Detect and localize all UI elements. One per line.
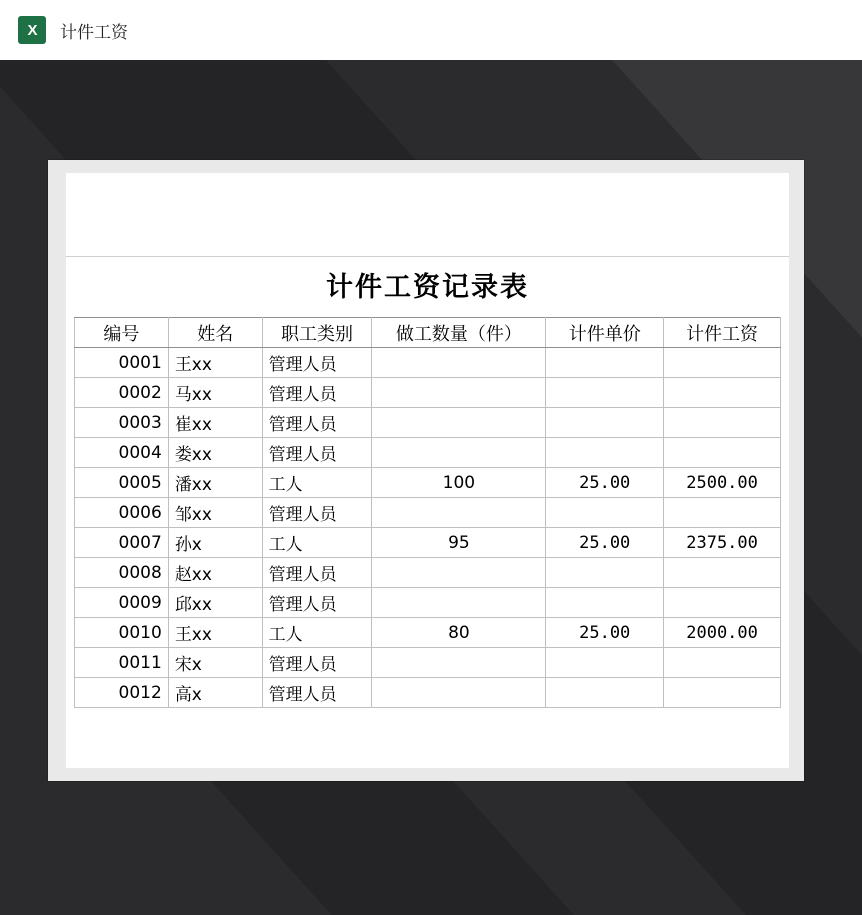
page-title: 计件工资 xyxy=(60,22,128,43)
column-header-type: 职工类别 xyxy=(262,318,372,348)
cell-type[interactable]: 管理人员 xyxy=(262,498,372,528)
cell-id[interactable]: 0002 xyxy=(75,378,169,408)
column-header-price: 计件单价 xyxy=(546,318,664,348)
cell-price[interactable] xyxy=(546,648,664,678)
cell-wage[interactable]: 2000.00 xyxy=(664,618,781,648)
cell-qty[interactable] xyxy=(372,648,546,678)
cell-id[interactable]: 0012 xyxy=(75,678,169,708)
cell-name[interactable]: 王xx xyxy=(168,618,262,648)
cell-qty[interactable] xyxy=(372,588,546,618)
cell-qty[interactable] xyxy=(372,498,546,528)
cell-wage[interactable]: 2500.00 xyxy=(664,468,781,498)
cell-name[interactable]: 邱xx xyxy=(168,588,262,618)
cell-type[interactable]: 管理人员 xyxy=(262,438,372,468)
cell-price[interactable]: 25.00 xyxy=(546,468,664,498)
column-header-id: 编号 xyxy=(75,318,169,348)
cell-wage[interactable] xyxy=(664,348,781,378)
cell-wage[interactable] xyxy=(664,678,781,708)
cell-wage[interactable] xyxy=(664,648,781,678)
cell-name[interactable]: 潘xx xyxy=(168,468,262,498)
column-header-name: 姓名 xyxy=(168,318,262,348)
cell-qty[interactable]: 100 xyxy=(372,468,546,498)
cell-qty[interactable]: 95 xyxy=(372,528,546,558)
cell-wage[interactable] xyxy=(664,558,781,588)
cell-qty[interactable] xyxy=(372,678,546,708)
cell-price[interactable] xyxy=(546,558,664,588)
cell-name[interactable]: 马xx xyxy=(168,378,262,408)
table-row[interactable] xyxy=(75,648,781,678)
cell-type[interactable]: 管理人员 xyxy=(262,558,372,588)
cell-qty[interactable]: 80 xyxy=(372,618,546,648)
cell-type[interactable]: 管理人员 xyxy=(262,378,372,408)
table-row[interactable] xyxy=(75,408,781,438)
cell-price[interactable] xyxy=(546,408,664,438)
cell-qty[interactable] xyxy=(372,348,546,378)
cell-qty[interactable] xyxy=(372,408,546,438)
cell-qty[interactable] xyxy=(372,378,546,408)
document-canvas xyxy=(66,173,789,768)
cell-price[interactable]: 25.00 xyxy=(546,618,664,648)
wage-table xyxy=(74,317,781,708)
cell-id[interactable]: 0009 xyxy=(75,588,169,618)
divider xyxy=(66,256,789,257)
cell-qty[interactable] xyxy=(372,558,546,588)
cell-wage[interactable] xyxy=(664,588,781,618)
cell-wage[interactable] xyxy=(664,408,781,438)
table-row[interactable] xyxy=(75,618,781,648)
cell-type[interactable]: 管理人员 xyxy=(262,678,372,708)
table-body xyxy=(75,348,781,708)
excel-icon xyxy=(18,16,46,44)
cell-id[interactable]: 0011 xyxy=(75,648,169,678)
cell-type[interactable]: 管理人员 xyxy=(262,588,372,618)
cell-name[interactable]: 崔xx xyxy=(168,408,262,438)
table-row[interactable] xyxy=(75,348,781,378)
cell-type[interactable]: 工人 xyxy=(262,618,372,648)
table-row[interactable] xyxy=(75,438,781,468)
cell-name[interactable]: 邹xx xyxy=(168,498,262,528)
app-header xyxy=(0,0,862,60)
cell-id[interactable]: 0006 xyxy=(75,498,169,528)
table-header-row xyxy=(75,318,781,348)
column-header-qty: 做工数量（件） xyxy=(372,318,546,348)
cell-id[interactable]: 0007 xyxy=(75,528,169,558)
table-row[interactable] xyxy=(75,378,781,408)
table-row[interactable] xyxy=(75,558,781,588)
cell-wage[interactable] xyxy=(664,438,781,468)
cell-type[interactable]: 管理人员 xyxy=(262,348,372,378)
cell-name[interactable]: 娄xx xyxy=(168,438,262,468)
cell-name[interactable]: 高x xyxy=(168,678,262,708)
table-row[interactable] xyxy=(75,528,781,558)
cell-price[interactable] xyxy=(546,498,664,528)
cell-price[interactable] xyxy=(546,348,664,378)
cell-wage[interactable] xyxy=(664,378,781,408)
document-title: 计件工资记录表 xyxy=(326,272,529,303)
cell-price[interactable] xyxy=(546,438,664,468)
cell-price[interactable]: 25.00 xyxy=(546,528,664,558)
cell-id[interactable]: 0005 xyxy=(75,468,169,498)
cell-name[interactable]: 王xx xyxy=(168,348,262,378)
cell-type[interactable]: 管理人员 xyxy=(262,648,372,678)
column-header-wage: 计件工资 xyxy=(664,318,781,348)
cell-id[interactable]: 0003 xyxy=(75,408,169,438)
cell-price[interactable] xyxy=(546,378,664,408)
cell-name[interactable]: 孙x xyxy=(168,528,262,558)
cell-type[interactable]: 工人 xyxy=(262,528,372,558)
table-row[interactable] xyxy=(75,588,781,618)
cell-id[interactable]: 0004 xyxy=(75,438,169,468)
cell-id[interactable]: 0010 xyxy=(75,618,169,648)
cell-name[interactable]: 宋x xyxy=(168,648,262,678)
cell-id[interactable]: 0008 xyxy=(75,558,169,588)
table-row[interactable] xyxy=(75,678,781,708)
cell-wage[interactable] xyxy=(664,498,781,528)
table-row[interactable] xyxy=(75,468,781,498)
cell-name[interactable]: 赵xx xyxy=(168,558,262,588)
cell-price[interactable] xyxy=(546,678,664,708)
table-row[interactable] xyxy=(75,498,781,528)
excel-icon-letter: X xyxy=(27,21,37,39)
cell-wage[interactable]: 2375.00 xyxy=(664,528,781,558)
cell-qty[interactable] xyxy=(372,438,546,468)
document-sheet[interactable] xyxy=(48,160,804,781)
cell-type[interactable]: 管理人员 xyxy=(262,408,372,438)
cell-id[interactable]: 0001 xyxy=(75,348,169,378)
cell-type[interactable]: 工人 xyxy=(262,468,372,498)
cell-price[interactable] xyxy=(546,588,664,618)
